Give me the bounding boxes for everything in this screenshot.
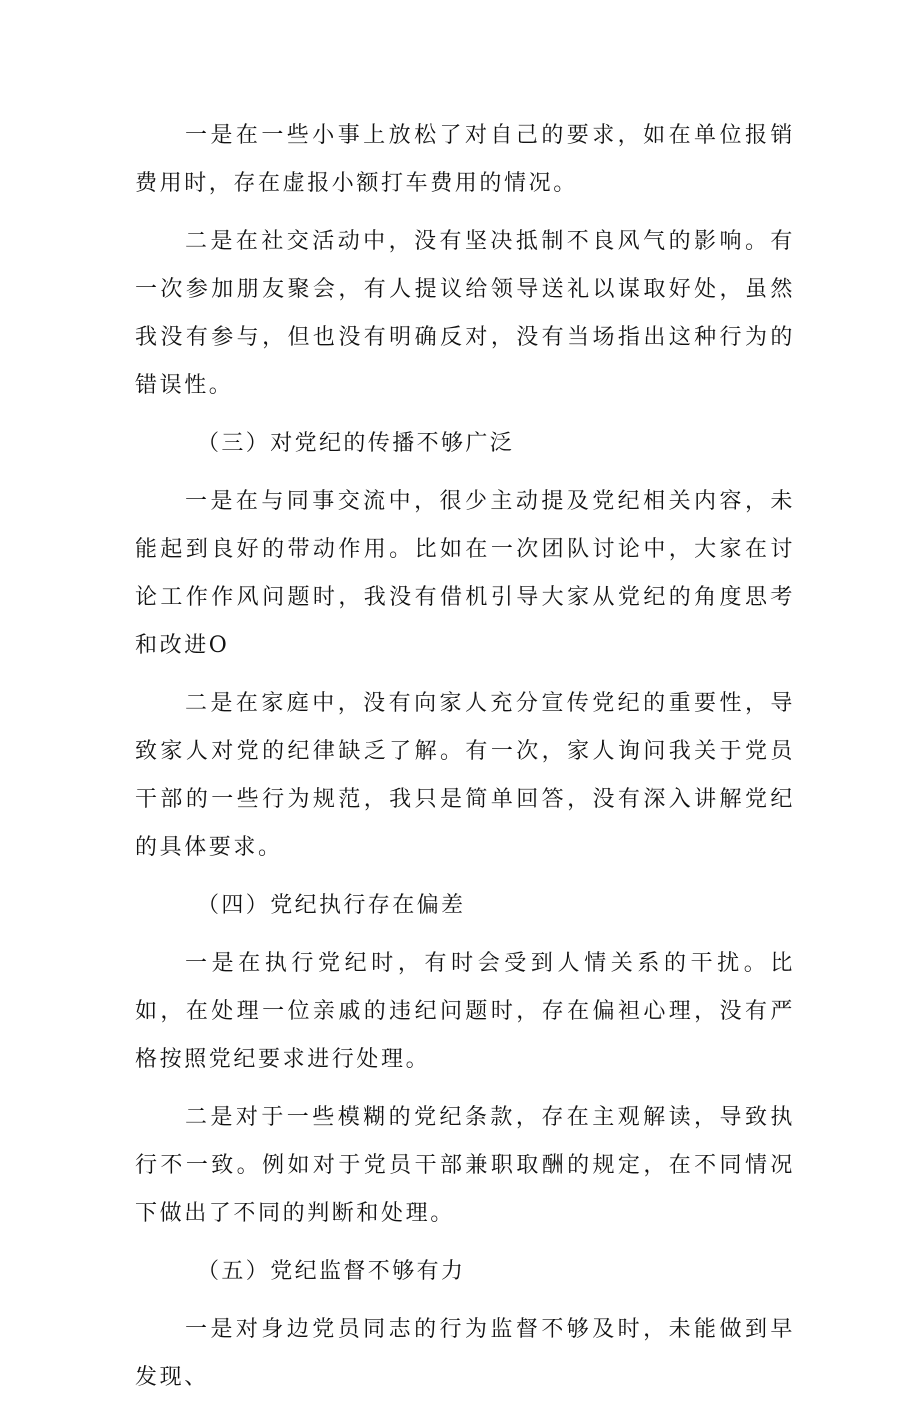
paragraph-family-promotion: 二是在家庭中，没有向家人充分宣传党纪的重要性，导致家人对党的纪律缺乏了解。有一次，家人询问我关于党员干部的一些行为规范，我只是简单回答，没有深入讲解党纪的具体要求。 [135, 691, 795, 860]
section-heading-3: （三）对党纪的传播不够广泛 [197, 431, 515, 456]
paragraph-social-activities: 二是在社交活动中，没有坚决抵制不良风气的影响。有一次参加朋友聚会，有人提议给领导送礼以谋取好处，虽然我没有参与，但也没有明确反对，没有当场指出这种行为的错误性。 [135, 229, 795, 398]
section-heading-4: （四）党纪执行存在偏差 [197, 893, 466, 918]
paragraph-gap [135, 410, 795, 420]
paragraph-gap [135, 670, 795, 680]
paragraph-supervision: 一是对身边党员同志的行为监督不够及时，未能做到早发现、 [135, 1317, 795, 1390]
paragraph-gap [135, 1084, 795, 1094]
paragraph-gap [135, 930, 795, 940]
paragraph-gap [135, 1296, 795, 1306]
paragraph-personal-relations: 一是在执行党纪时，有时会受到人情关系的干扰。比如，在处理一位亲戚的违纪问题时，存在偏袒心理，没有严格按照党纪要求进行处理。 [135, 951, 795, 1072]
paragraph-gap [135, 872, 795, 882]
paragraph-gap [135, 468, 795, 478]
paragraph-gap [135, 1238, 795, 1248]
section-heading-5: （五）党纪监督不够有力 [197, 1259, 466, 1284]
paragraph-subjective-interpretation: 二是对于一些模糊的党纪条款，存在主观解读，导致执行不一致。例如对于党员干部兼职取酬的规定，在不同情况下做出了不同的判断和处理。 [135, 1105, 795, 1226]
paragraph-gap [135, 208, 795, 218]
paragraph-minor-matters: 一是在一些小事上放松了对自己的要求，如在单位报销费用时，存在虚报小额打车费用的情况。 [135, 123, 795, 196]
paragraph-colleague-communication: 一是在与同事交流中，很少主动提及党纪相关内容，未能起到良好的带动作用。比如在一次团队讨论中，大家在讨论工作作风问题时，我没有借机引导大家从党纪的角度思考和改进O [135, 489, 795, 658]
document-body [135, 112, 795, 1402]
